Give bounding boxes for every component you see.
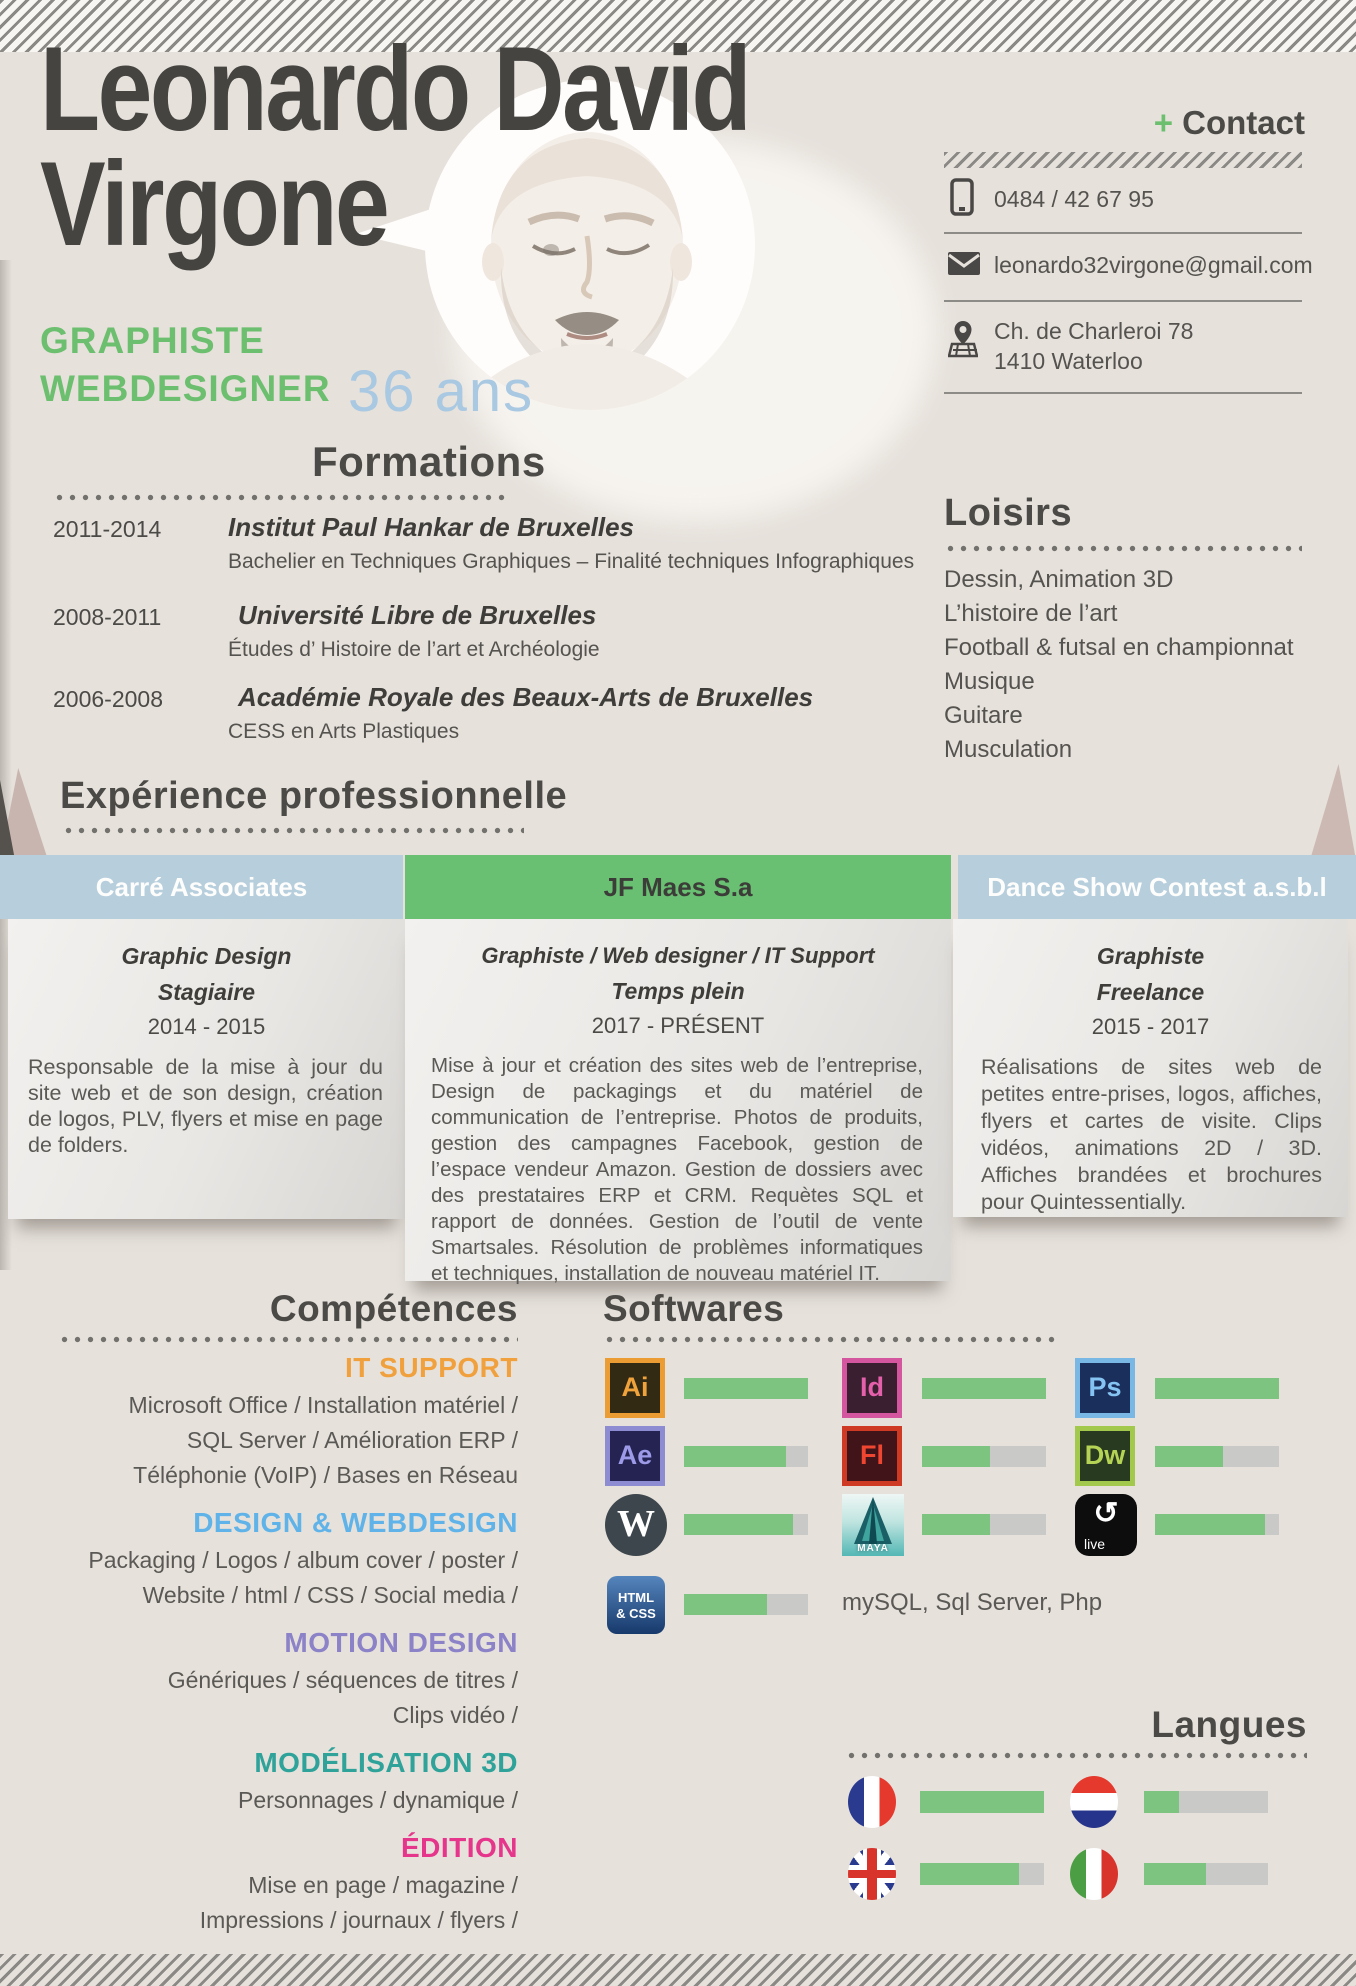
language-bar-fill (920, 1863, 1019, 1885)
skill-bar-fill (684, 1514, 793, 1535)
skill-bar-fill (1155, 1378, 1279, 1399)
loisir-item: Musculation (944, 736, 1073, 763)
role-line-2: WEBDESIGNER (40, 368, 331, 409)
contact-divider (944, 300, 1302, 302)
formation-detail: Études d’ Histoire de l’art et Archéologie (228, 638, 600, 661)
competence-group-heading: MOTION DESIGN (284, 1627, 518, 1658)
experience-column-header: JF Maes S.a (405, 855, 951, 919)
competence-line: Impressions / journaux / flyers / (199, 1907, 518, 1933)
formation-detail: CESS en Arts Plastiques (228, 720, 460, 743)
skill-bar (684, 1446, 808, 1467)
competence-line: Microsoft Office / Installation matériel / (128, 1392, 518, 1418)
experience-panel (405, 919, 951, 1285)
live-label: live (1084, 1536, 1106, 1552)
skill-bar (1155, 1446, 1279, 1467)
experience-panel (953, 919, 1348, 1217)
formation-period: 2006-2008 (53, 686, 163, 712)
softwares-dotted-rule (603, 1336, 1055, 1343)
after-effects-icon: Ae (605, 1426, 665, 1486)
name-line-2: Virgone (40, 137, 388, 271)
skill-bar (684, 1514, 808, 1535)
experience-column-header: Dance Show Contest a.s.b.l (958, 855, 1356, 919)
italy-flag-icon (1070, 1848, 1118, 1900)
skill-bar-fill (1155, 1446, 1223, 1467)
experience-role: Graphiste (1096, 943, 1205, 969)
skill-bar-fill (922, 1378, 1046, 1399)
skill-bar (922, 1446, 1046, 1467)
skill-bar-fill (922, 1514, 990, 1535)
skill-bar-fill (684, 1594, 767, 1615)
experience-description: Mise à jour et création des sites web de l’entreprise, Design de packagings et du matériel de communication de l’entreprise. Photos de produits, gestion des campagnes Facebook, gestion de l’espace vendeur Amazon. Gestion de dossiers avec des prestataires ERP et CRM. Requètes SQL et rapport de données. Gestion de l’outil de vente Smartsales. Résolution de problèmes informatiques et techniques, installation de nouveau matériel IT. (431, 1054, 923, 1285)
experience-role: Stagiaire (157, 979, 256, 1005)
formation-detail: Bachelier en Techniques Graphiques – Finalité techniques Infographiques (228, 550, 915, 573)
contact-divider (944, 392, 1302, 394)
envelope-icon (948, 252, 980, 280)
plus-icon: + (1153, 104, 1173, 141)
right-corner-triangle (1310, 764, 1356, 860)
loisir-item: Dessin, Animation 3D (944, 566, 1174, 593)
competences-list (48, 1352, 518, 1938)
loisir-item: L’histoire de l’art (944, 600, 1118, 627)
loisirs-dotted-rule (944, 545, 1302, 552)
language-bar-fill (1144, 1791, 1179, 1813)
language-bar (1144, 1791, 1268, 1813)
map-pin-icon (948, 320, 978, 363)
langues-dotted-rule (845, 1752, 1307, 1759)
competence-group-heading: DESIGN & WEBDESIGN (193, 1507, 518, 1538)
role-line-1: GRAPHISTE (40, 320, 265, 361)
uk-flag-icon (848, 1848, 896, 1900)
formations-dotted-rule (53, 494, 511, 501)
competence-line: Packaging / Logos / album cover / poster / (88, 1547, 518, 1573)
france-flag-icon (848, 1776, 896, 1828)
competence-line: Génériques / séquences de titres / (167, 1667, 518, 1693)
skill-bar-fill (922, 1446, 990, 1467)
other-skills-text: mySQL, Sql Server, Php (842, 1589, 1103, 1616)
wordpress-icon: W (605, 1494, 667, 1556)
ableton-live-icon (1075, 1494, 1137, 1556)
softwares-title: Softwares (603, 1288, 785, 1329)
contact-hatch-rule (944, 152, 1302, 168)
css-label: & CSS (616, 1606, 656, 1621)
address-line-2: 1410 Waterloo (994, 348, 1143, 374)
skill-bar (684, 1378, 808, 1399)
competence-group-heading: MODÉLISATION 3D (254, 1747, 518, 1778)
contact-title (1005, 104, 1305, 142)
html-css-icon (607, 1576, 665, 1634)
experience-description: Responsable de la mise à jour du site web et de son design, création de logos, PLV, flyers et mise en page de folders. (28, 1055, 383, 1157)
formations-title: Formations (312, 438, 546, 485)
contact-divider (944, 232, 1302, 234)
photoshop-icon: Ps (1075, 1358, 1135, 1418)
experience-title: Expérience professionnelle (60, 775, 568, 817)
loisir-item: Football & futsal en championnat (944, 634, 1294, 661)
formation-school: Académie Royale des Beaux-Arts de Bruxelles (238, 682, 814, 712)
experience-role: Graphiste / Web designer / IT Support (481, 943, 875, 968)
competence-line: SQL Server / Amélioration ERP / (186, 1427, 518, 1453)
loisirs-title: Loisirs (944, 492, 1073, 534)
address-line-1: Ch. de Charleroi 78 (994, 318, 1194, 344)
experience-period: 2017 - PRÉSENT (591, 1013, 765, 1038)
netherlands-flag-icon (1070, 1776, 1118, 1828)
skill-bar-fill (684, 1378, 808, 1399)
experience-panel (8, 919, 405, 1219)
dreamweaver-icon: Dw (1075, 1426, 1135, 1486)
language-bar-fill (1144, 1863, 1206, 1885)
experience-period: 2015 - 2017 (1091, 1014, 1210, 1039)
experience-dotted-rule (62, 827, 524, 834)
email-address: leonardo32virgone@gmail.com (994, 252, 1313, 278)
competence-line: Téléphonie (VoIP) / Bases en Réseau (133, 1462, 518, 1488)
experience-description: Réalisations de sites web de petites entre-prises, logos, affiches, flyers et cartes de visite. Clips vidéos, animations 2D / 3D. Affiches brandées et brochures pour Quintessentially. (981, 1055, 1322, 1214)
language-bar (920, 1863, 1044, 1885)
skill-bar (922, 1514, 1046, 1535)
contact-title-label: Contact (1182, 104, 1305, 141)
competence-group-heading: ÉDITION (400, 1832, 518, 1863)
formation-school: Université Libre de Bruxelles (238, 600, 597, 630)
formation-school: Institut Paul Hankar de Bruxelles (228, 512, 635, 542)
skill-bar-fill (1155, 1514, 1265, 1535)
experience-column-header: Carré Associates (0, 855, 403, 919)
age-text: 36 ans (348, 359, 535, 424)
phone-number: 0484 / 42 67 95 (994, 186, 1154, 212)
skill-bar-fill (684, 1446, 786, 1467)
indesign-icon: Id (842, 1358, 902, 1418)
competence-line: Mise en page / magazine / (248, 1872, 518, 1898)
bottom-hatch-strip (0, 1954, 1356, 1986)
illustrator-icon: Ai (605, 1358, 665, 1418)
competences-dotted-rule (58, 1336, 518, 1343)
experience-role: Temps plein (611, 978, 745, 1004)
maya-icon (842, 1494, 904, 1556)
language-bar-fill (920, 1791, 1044, 1813)
name-line-1: Leonardo David (40, 22, 750, 156)
loisir-item: Musique (944, 668, 1035, 695)
experience-role: Freelance (1096, 979, 1205, 1005)
language-bar (1144, 1863, 1268, 1885)
experience-role: Graphic Design (121, 943, 292, 969)
formation-period: 2011-2014 (53, 516, 162, 542)
skill-bar (1155, 1514, 1279, 1535)
competences-title: Compétences (269, 1288, 518, 1329)
phone-icon (950, 178, 974, 221)
loisir-item: Guitare (944, 702, 1023, 729)
formation-period: 2008-2011 (53, 604, 162, 630)
skill-bar (922, 1378, 1046, 1399)
loop-icon: ↺ (1093, 1497, 1119, 1530)
skill-bar (684, 1594, 808, 1615)
competence-group-heading: IT SUPPORT (344, 1352, 518, 1383)
competence-line: Clips vidéo / (392, 1702, 518, 1728)
competence-line: Website / html / CSS / Social media / (142, 1582, 518, 1608)
langues-title: Langues (1151, 1704, 1307, 1745)
language-bar (920, 1791, 1044, 1813)
competence-line: Personnages / dynamique / (237, 1787, 518, 1813)
experience-period: 2014 - 2015 (147, 1014, 266, 1039)
maya-label: MAYA (857, 1543, 889, 1554)
flash-icon: Fl (842, 1426, 902, 1486)
skill-bar (1155, 1378, 1279, 1399)
html-label: HTML (617, 1590, 655, 1605)
